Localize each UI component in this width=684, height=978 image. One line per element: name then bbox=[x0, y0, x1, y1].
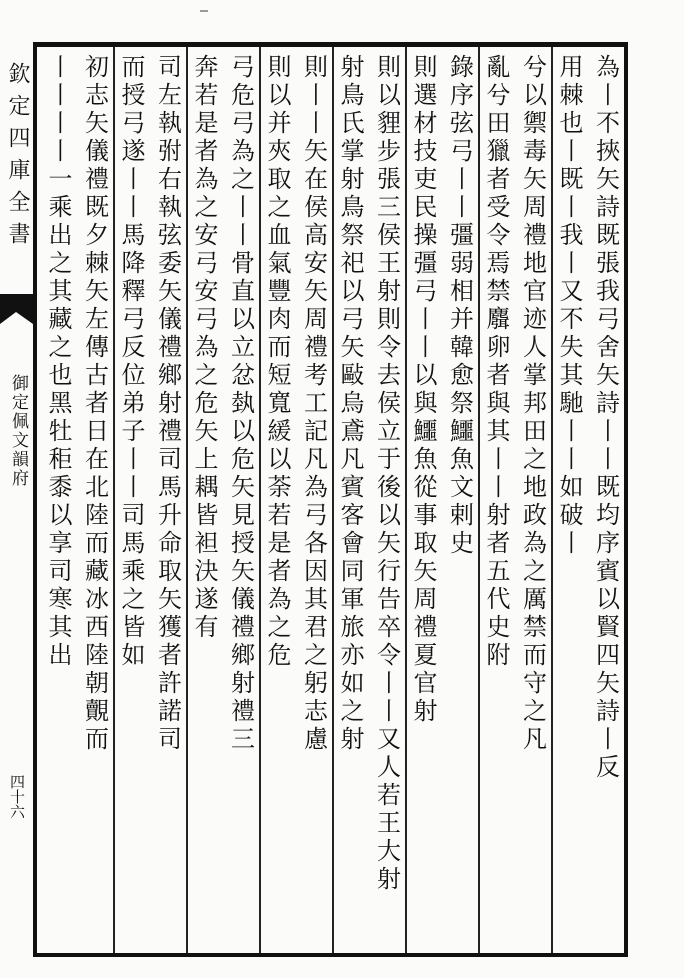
text-column: 射鳥氏掌射鳥祭祀以弓矢敺烏鳶凡賓客會同軍旅亦如之射 bbox=[336, 54, 364, 754]
ink-speck bbox=[200, 10, 208, 12]
text-column: 丨丨丨丨一乘出之其藏之也黑牡秬黍以享司寒其出 bbox=[44, 54, 72, 670]
frame-right-border bbox=[624, 42, 628, 957]
text-column: 初志矢儀禮既夕棘矢左傳古者日在北陸而藏冰西陸朝覿而 bbox=[80, 54, 109, 754]
frame-left-border bbox=[33, 42, 37, 957]
column-rule bbox=[259, 47, 261, 953]
page-margin bbox=[0, 56, 33, 946]
text-column: 而授弓遂丨丨馬降釋弓反位弟子丨丨司馬乘之皆如 bbox=[117, 54, 145, 670]
collection-title: 欽定四庫全書 bbox=[5, 62, 30, 254]
page-number: 四十六 bbox=[8, 774, 26, 819]
column-rule bbox=[405, 47, 407, 953]
column-rule bbox=[113, 47, 115, 953]
text-column: 錄序弦弓丨丨彊弱相并韓愈祭鱷魚文剌史 bbox=[445, 54, 474, 558]
text-column: 弓危弓為之丨丨骨直以立忿埶以危矢見授矢儀禮鄉射禮三 bbox=[226, 54, 255, 754]
column-rule bbox=[478, 47, 480, 953]
text-column: 則以貍步張三侯王射則令去侯立于後以矢行告卒令丨丨又人若王大射 bbox=[372, 54, 401, 894]
text-column: 則以并夾取之血氣豐肉而短寬緩以荼若是者為之危 bbox=[263, 54, 291, 670]
text-column: 則丨丨矢在侯高安矢周禮考工記凡為弓各因其君之躬志慮 bbox=[299, 54, 328, 754]
frame-bottom-border bbox=[34, 953, 626, 957]
text-column: 奔若是者為之安弓安弓為之危矢上耦皆袒決遂有 bbox=[190, 54, 218, 642]
text-column: 司左執弣右執弦委矢儀禮鄉射禮司馬升命取矢獲者許諾司 bbox=[153, 54, 182, 754]
text-column: 亂兮田獵者受令焉禁麛卵者與其丨丨射者五代史附 bbox=[482, 54, 510, 670]
fishtail-mark-icon bbox=[0, 294, 33, 324]
text-column: 為丨不挾矢詩既張我弓舍矢詩丨丨既均序賓以賢四矢詩丨反 bbox=[591, 54, 620, 782]
text-column: 兮以禦毒矢周禮地官迹人掌邦田之地政為之厲禁而守之凡 bbox=[518, 54, 547, 754]
column-rule bbox=[332, 47, 334, 953]
text-column: 則選材技吏民操彊弓丨丨以與鱷魚從事取矢周禮夏官射 bbox=[409, 54, 437, 726]
column-rule bbox=[186, 47, 188, 953]
text-column: 用棘也丨既丨我丨又不失其馳丨丨如破丨 bbox=[555, 54, 583, 558]
frame-top-border bbox=[34, 42, 626, 47]
book-title: 御定佩文韻府 bbox=[8, 374, 28, 488]
column-rule bbox=[551, 47, 553, 953]
